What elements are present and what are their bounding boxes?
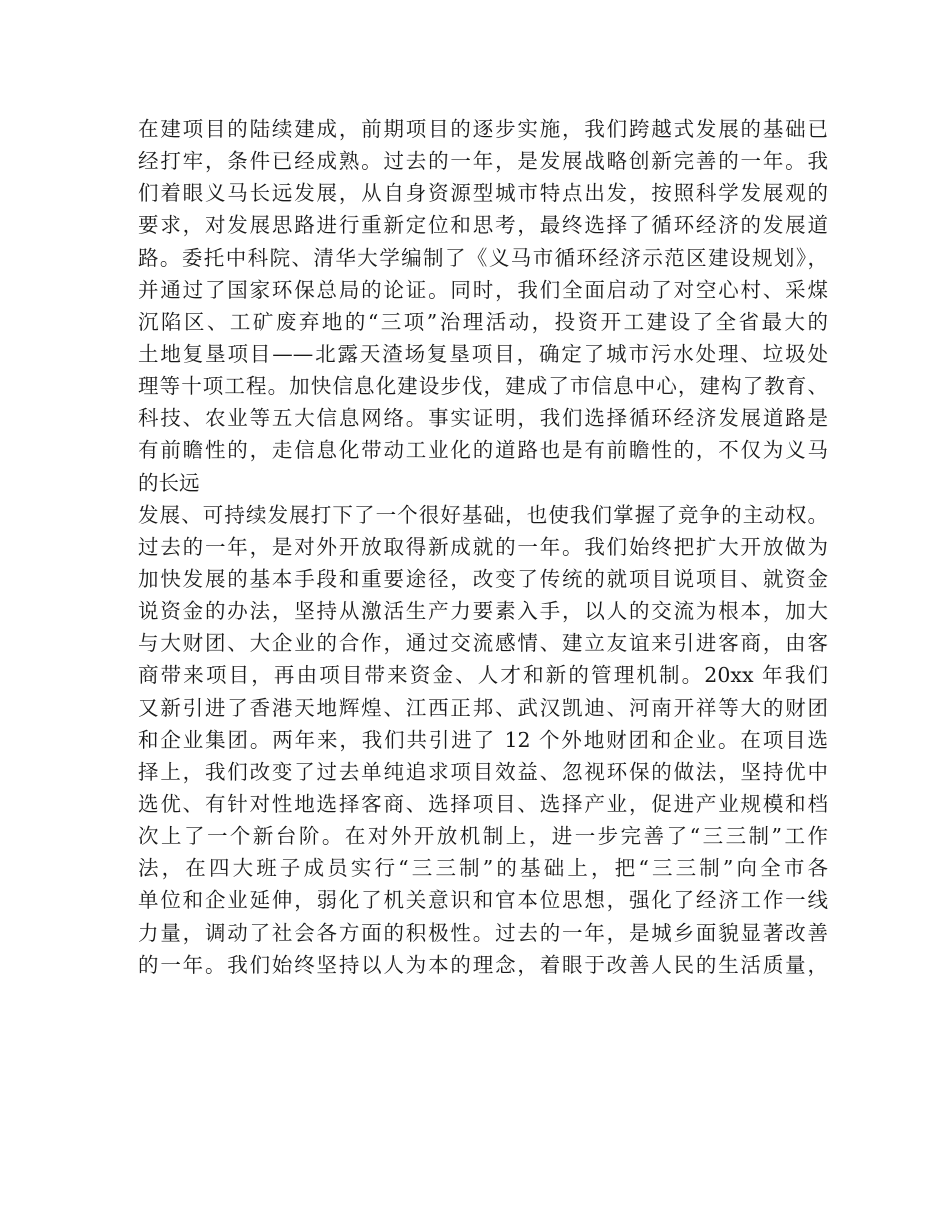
text-line: 并通过了国家环保总局的论证。同时，我们全面启动了对空心村、采煤 [138,277,828,302]
text-line: 路。委托中科院、清华大学编制了《义马市循环经济示范区建设规划》， [138,245,828,270]
text-line: 说资金的办法，坚持从激活生产力要素入手，以人的交流为根本，加大 [138,599,828,624]
text-line: 在建项目的陆续建成，前期项目的逐步实施，我们跨越式发展的基础已 [138,117,828,141]
text-line: 的长远 [138,470,200,495]
text-line: 单位和企业延伸，弱化了机关意识和官本位思想，强化了经济工作一线 [138,888,828,913]
text-line: 们着眼义马长远发展，从自身资源型城市特点出发，按照科学发展观的 [138,181,828,206]
text-line: 发展、可持续发展打下了一个很好基础，也使我们掌握了竞争的主动权。 [138,502,828,527]
text-line: 力量，调动了社会各方面的积极性。过去的一年，是城乡面貌显著改善 [138,920,828,945]
text-line: 土地复垦项目——北露天渣场复垦项目，确定了城市污水处理、垃圾处 [138,341,828,366]
text-line: 理等十项工程。加快信息化建设步伐，建成了市信息中心，建构了教育、 [138,374,828,399]
text-line: 商带来项目，再由项目带来资金、人才和新的管理机制。20xx 年我们 [138,663,828,688]
text-line: 有前瞻性的，走信息化带动工业化的道路也是有前瞻性的，不仅为义马 [138,438,828,463]
text-line: 选优、有针对性地选择客商、选择项目、选择产业，促进产业规模和档 [138,791,828,816]
text-line: 加快发展的基本手段和重要途径，改变了传统的就项目说项目、就资金 [138,566,828,591]
body-text [138,113,828,981]
text-line: 又新引进了香港天地辉煌、江西正邦、武汉凯迪、河南开祥等大的财团 [138,695,828,720]
text-line: 要求，对发展思路进行重新定位和思考，最终选择了循环经济的发展道 [138,213,828,238]
text-line: 科技、农业等五大信息网络。事实证明，我们选择循环经济发展道路是 [138,406,828,431]
text-line: 择上，我们改变了过去单纯追求项目效益、忽视环保的做法，坚持优中 [138,759,828,784]
text-line: 次上了一个新台阶。在对外开放机制上，进一步完善了“三三制”工作 [138,824,828,849]
text-line: 沉陷区、工矿废弃地的“三项”治理活动，投资开工建设了全省最大的 [138,309,828,334]
text-line: 过去的一年，是对外开放取得新成就的一年。我们始终把扩大开放做为 [138,534,828,559]
text-line: 法，在四大班子成员实行“三三制”的基础上，把“三三制”向全市各 [138,856,828,881]
text-line: 的一年。我们始终坚持以人为本的理念，着眼于改善人民的生活质量， [138,952,828,977]
text-line: 经打牢，条件已经成熟。过去的一年，是发展战略创新完善的一年。我 [138,149,828,174]
text-line: 与大财团、大企业的合作，通过交流感情、建立友谊来引进客商，由客 [138,631,828,656]
text-line: 和企业集团。两年来，我们共引进了 12 个外地财团和企业。在项目选 [138,727,828,752]
